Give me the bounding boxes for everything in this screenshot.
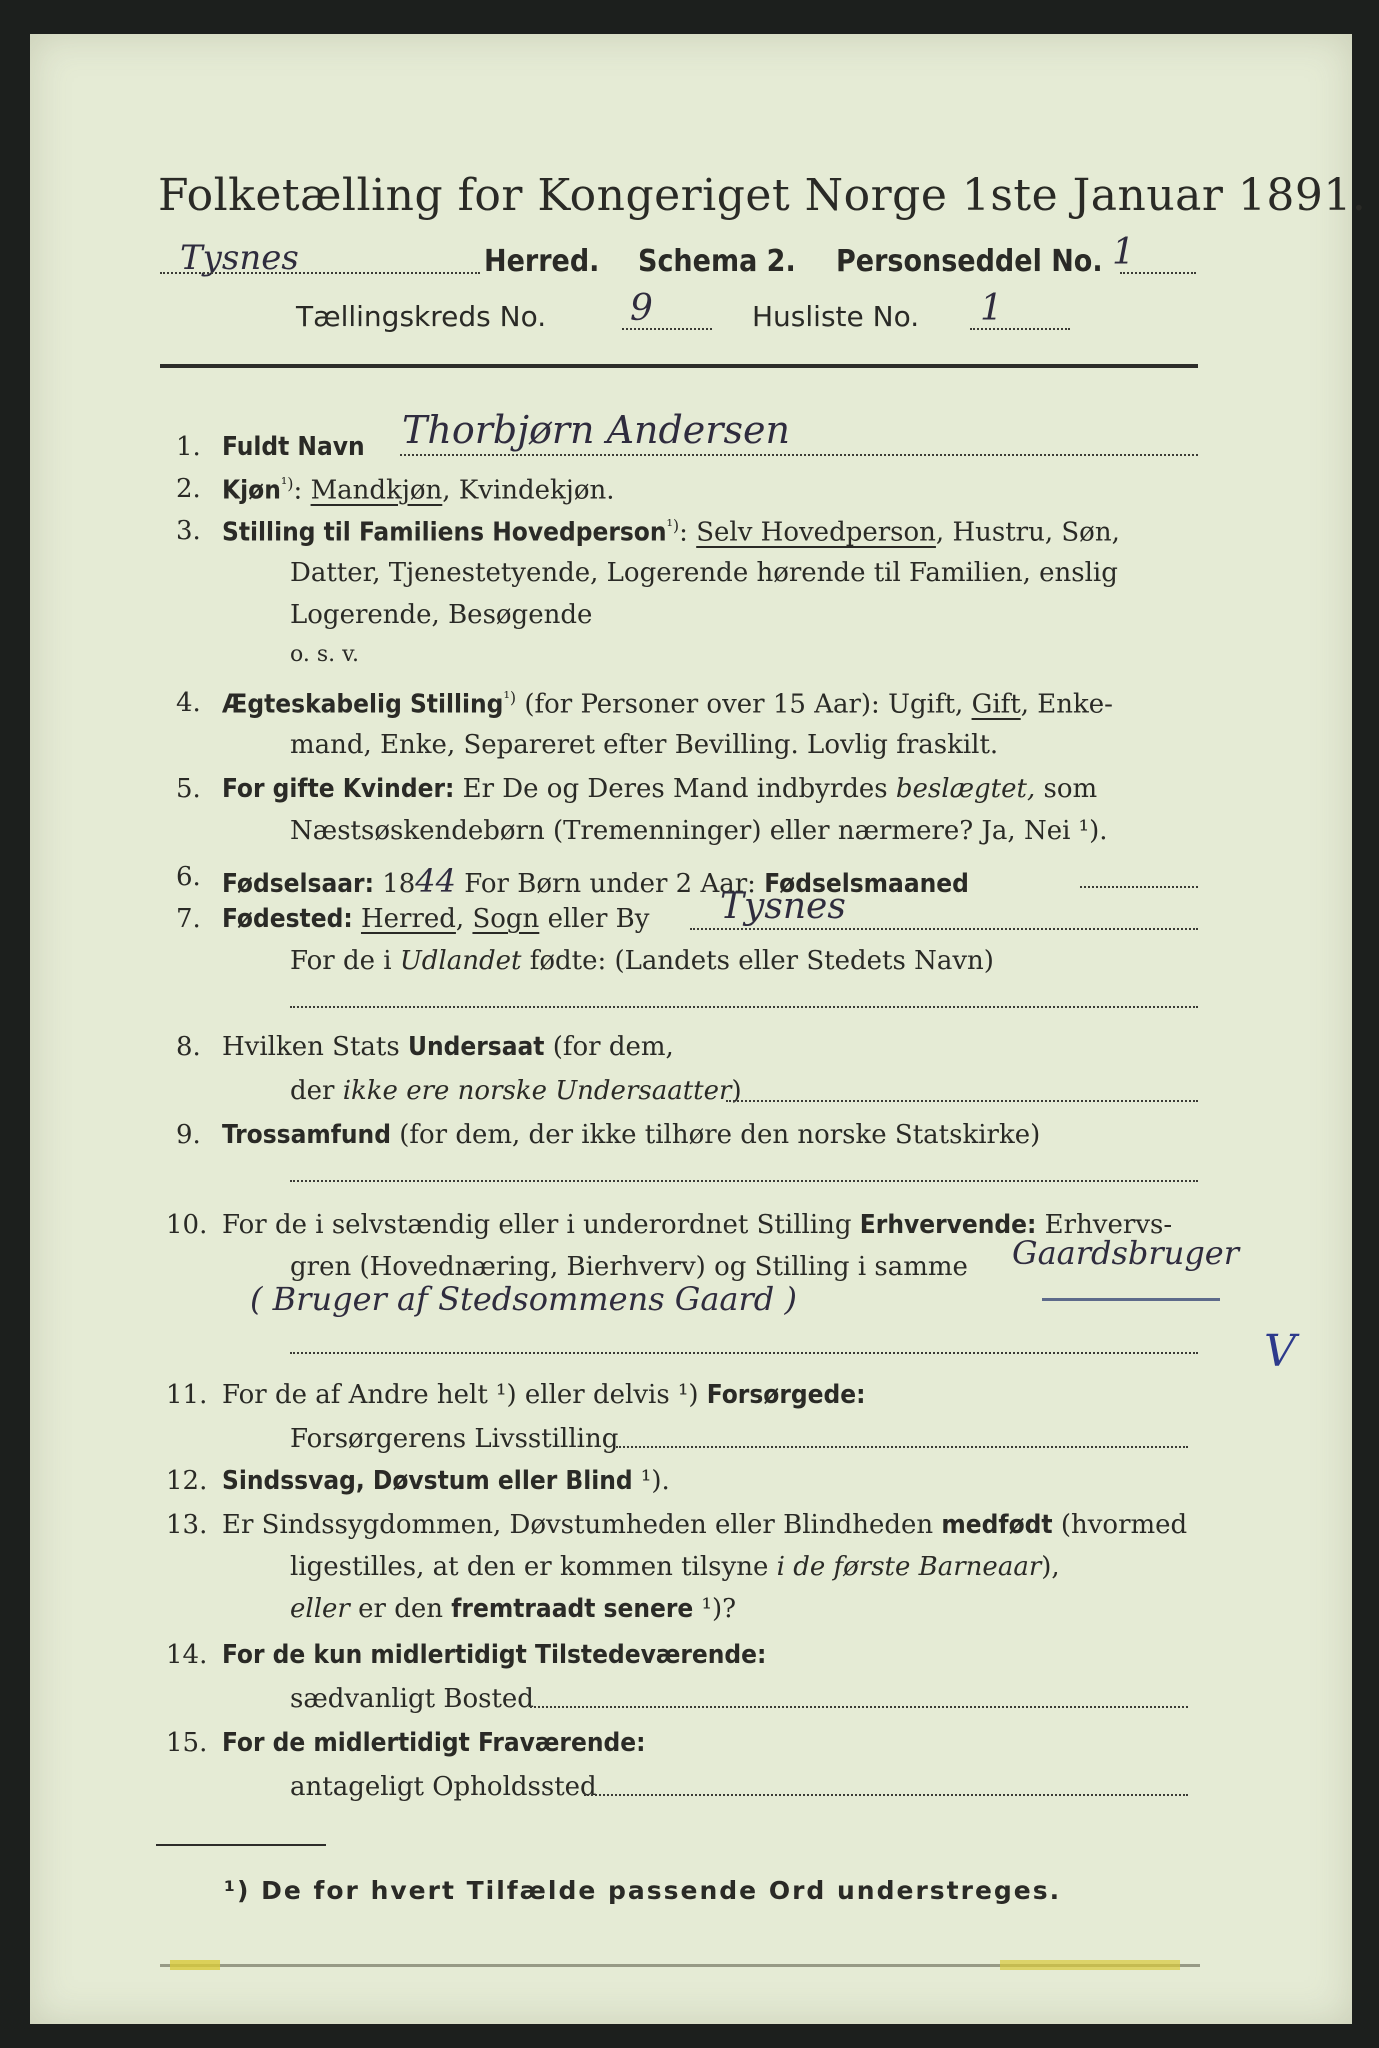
q6-label: Fødselsaar:	[222, 869, 374, 899]
q13-line3	[290, 1594, 736, 1624]
q4-option-gift: Gift	[971, 689, 1021, 720]
personseddel-label: Personseddel No.	[836, 244, 1103, 279]
q7-dotted-line-2	[290, 1006, 1198, 1008]
husliste-value: 1	[980, 288, 1003, 329]
q6-line	[222, 862, 969, 900]
q13-line3-italic: eller	[290, 1594, 350, 1624]
q7-line2-a: For de i	[290, 946, 400, 976]
q5-text-b: som	[1035, 774, 1098, 804]
q7-number: 7.	[176, 904, 201, 934]
q3-line1	[222, 516, 1120, 548]
q8-line2-b: )	[731, 1076, 742, 1106]
q3-number: 3.	[176, 516, 201, 546]
q14-number: 14.	[166, 1640, 208, 1670]
q5-line1	[222, 774, 1097, 804]
q13-label: medfødt	[941, 1510, 1053, 1540]
q7-text-b: eller By	[539, 904, 650, 934]
q6-dotted-line	[1080, 886, 1198, 888]
footnote-rule	[156, 1844, 326, 1846]
q5-text-a: Er De og Deres Mand indbyrdes	[454, 774, 896, 804]
q10-pencil-stroke	[1042, 1298, 1220, 1301]
q6-year-prefix: 18	[373, 869, 416, 899]
q10-line2: gren (Hovednæring, Bierhverv) og Stilling i samme	[290, 1252, 968, 1282]
q13-line1	[222, 1510, 1187, 1540]
q14-line2: sædvanligt Bosted	[290, 1684, 534, 1714]
q13-text-a: Er Sindssygdommen, Døvstumheden eller Blindheden	[222, 1510, 942, 1540]
q14-label: For de kun midlertidigt Tilstedeværende:	[222, 1640, 767, 1670]
kreds-value: 9	[630, 288, 653, 329]
q8-dotted-line	[726, 1100, 1198, 1102]
q9-text-a: (for dem, der ikke tilhøre den norske Statskirke)	[390, 1120, 1041, 1150]
personseddel-value: 1	[1112, 232, 1135, 273]
q2-option-mandkjon: Mandkjøn	[310, 475, 443, 506]
q15-number: 15.	[166, 1728, 208, 1758]
q1-number: 1.	[176, 432, 201, 462]
q11-dotted-line	[616, 1446, 1188, 1448]
herred-label: Herred.	[484, 244, 600, 279]
footnote: ¹) De for hvert Tilfælde passende Ord understreges.	[224, 1876, 1062, 1905]
q6-number: 6.	[176, 862, 201, 892]
q3-option-selv-hovedperson: Selv Hovedperson	[696, 517, 936, 548]
q4-text-b: , Enke-	[1020, 689, 1113, 720]
q13-line2	[290, 1552, 1060, 1582]
q1-label: Fuldt Navn	[222, 432, 365, 462]
herred-dotted-line	[160, 272, 480, 274]
q4-footnote-ref: ¹)	[503, 688, 517, 707]
q6-year-value: 44	[415, 862, 457, 900]
q15-dotted-line	[584, 1794, 1188, 1796]
q12-number: 12.	[166, 1466, 208, 1496]
q3-text-a: :	[679, 517, 697, 548]
q9-dotted-line	[290, 1180, 1198, 1182]
q10-dotted-line	[290, 1352, 1198, 1354]
q4-line1	[222, 688, 1113, 720]
q8-line1	[222, 1032, 674, 1062]
q8-line2-a: der	[290, 1076, 343, 1106]
q7-option-herred: Herred	[360, 904, 456, 934]
q13-line2-a: ligestilles, at den er kommen tilsyne	[290, 1552, 777, 1582]
q1-dotted-line	[400, 454, 1198, 456]
kreds-label: Tællingskreds No.	[296, 300, 547, 333]
q9-number: 9.	[176, 1120, 201, 1150]
q11-line1	[222, 1380, 865, 1410]
q3-line4: o. s. v.	[290, 642, 359, 667]
q7-label: Fødested:	[222, 904, 353, 934]
q12-text-b: ¹).	[632, 1466, 670, 1496]
q3-line3: Logerende, Besøgende	[290, 600, 593, 630]
q8-label: Undersaat	[407, 1032, 545, 1062]
q3-footnote-ref: ¹)	[666, 516, 680, 535]
q8-line2	[290, 1076, 742, 1106]
q5-text-italic: beslægtet,	[895, 774, 1036, 804]
q8-text-a: Hvilken Stats	[222, 1032, 408, 1062]
q11-text-a: For de af Andre helt ¹) eller delvis ¹)	[222, 1380, 707, 1410]
q7-line2	[290, 946, 994, 976]
q11-number: 11.	[166, 1380, 208, 1410]
q4-text-a: (for Personer over 15 Aar): Ugift,	[516, 689, 972, 720]
q13-line3-label: fremtraadt senere	[451, 1594, 694, 1624]
personseddel-dotted-line	[1120, 272, 1196, 274]
q2-footnote-ref: ¹)	[280, 474, 294, 493]
schema-label: Schema 2.	[638, 244, 796, 279]
husliste-label: Husliste No.	[752, 300, 920, 333]
q5-number: 5.	[176, 774, 201, 804]
q7-birthplace-value: Tysnes	[720, 886, 846, 927]
q2-text-b: , Kvindekjøn.	[442, 475, 615, 506]
q6-text-b: For Børn under 2 Aar:	[456, 869, 765, 899]
q7-sep: ,	[455, 904, 473, 934]
q2-text-a: :	[293, 475, 311, 506]
q1-name-value: Thorbjørn Andersen	[402, 408, 790, 452]
kreds-dotted-line	[622, 328, 712, 330]
q11-label: Forsørgede:	[706, 1380, 866, 1410]
q9-line	[222, 1120, 1040, 1150]
q4-number: 4.	[176, 688, 201, 718]
q10-text-b: Erhvervs-	[1036, 1210, 1173, 1240]
q13-number: 13.	[166, 1510, 208, 1540]
q15-line2: antageligt Opholdssted	[290, 1772, 597, 1802]
q2-label: Kjøn	[222, 475, 281, 506]
herred-value: Tysnes	[180, 238, 299, 278]
q10-occupation-value: Gaardsbruger	[1012, 1234, 1240, 1272]
q13-text-b: (hvormed	[1052, 1510, 1188, 1540]
q8-line2-italic: ikke ere norske Undersaatter	[342, 1076, 732, 1106]
q2-line	[222, 474, 615, 506]
yellow-tape-mark-2	[1000, 1960, 1180, 1970]
q8-text-b: (for dem,	[544, 1032, 674, 1062]
q13-line2-b: ),	[1041, 1552, 1060, 1582]
q10-label: Erhvervende:	[859, 1210, 1037, 1240]
check-mark: V	[1264, 1326, 1296, 1377]
husliste-dotted-line	[970, 328, 1070, 330]
q9-label: Trossamfund	[222, 1120, 391, 1150]
yellow-tape-mark	[170, 1960, 220, 1970]
q14-dotted-line	[530, 1706, 1188, 1708]
q13-line3-b: ¹)?	[693, 1594, 737, 1624]
q3-label: Stilling til Familiens Hovedperson	[222, 517, 667, 548]
q7-line2-italic: Udlandet	[399, 946, 522, 976]
q2-number: 2.	[176, 474, 201, 504]
q7-line1	[222, 904, 649, 934]
q10-occupation-value-2: ( Bruger af Stedsommens Gaard )	[250, 1280, 797, 1318]
q12-label: Sindssvag, Døvstum eller Blind	[222, 1466, 633, 1496]
header-rule	[160, 364, 1198, 368]
q5-line2: Næstsøskendebørn (Tremenninger) eller nærmere? Ja, Nei ¹).	[290, 816, 1108, 846]
q13-line3-a: er den	[349, 1594, 452, 1624]
q3-line2: Datter, Tjenestetyende, Logerende hørende til Familien, enslig	[290, 558, 1118, 588]
q4-line2: mand, Enke, Separeret efter Bevilling. Lovlig fraskilt.	[290, 730, 999, 760]
q6-label-fodselsmaaned: Fødselsmaaned	[764, 869, 969, 899]
q4-label: Ægteskabelig Stilling	[222, 689, 504, 720]
q3-text-b: , Hustru, Søn,	[935, 517, 1120, 548]
q7-dotted-line	[690, 928, 1198, 930]
q13-line2-italic: i de første Barneaar	[776, 1552, 1042, 1582]
q8-number: 8.	[176, 1032, 201, 1062]
q10-text-a: For de i selvstændig eller i underordnet Stilling	[222, 1210, 860, 1240]
q15-label: For de midlertidigt Fraværende:	[222, 1728, 646, 1758]
q7-option-sogn: Sogn	[472, 904, 540, 934]
q11-line2: Forsørgerens Livsstilling	[290, 1424, 619, 1454]
census-form-page	[30, 34, 1352, 2024]
q5-label: For gifte Kvinder:	[222, 774, 455, 804]
q12-line	[222, 1466, 670, 1496]
form-title: Folketælling for Kongeriget Norge 1ste Januar 1891.	[158, 170, 1367, 221]
q7-line2-b: fødte: (Landets eller Stedets Navn)	[521, 946, 994, 976]
q10-number: 10.	[166, 1210, 208, 1240]
